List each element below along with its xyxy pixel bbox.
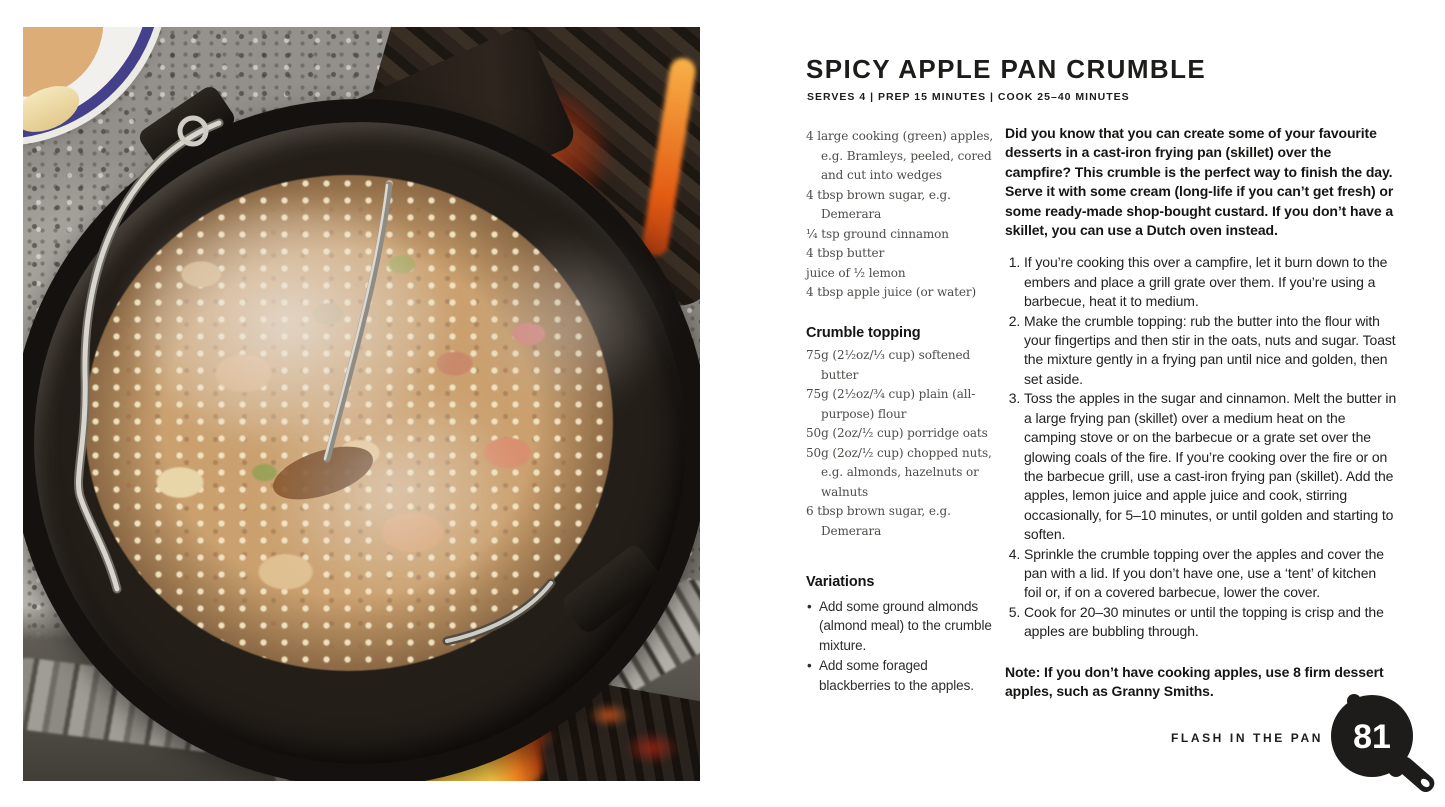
- crumble-topping-heading: Crumble topping: [806, 324, 921, 341]
- variations-section: [806, 573, 994, 695]
- variation-item: • Add some foraged blackberries to the apples.: [806, 656, 994, 695]
- ingredient-item: 75g (2½oz/¾ cup) plain (all-purpose) flour: [806, 387, 976, 421]
- step-item: 4. Sprinkle the crumble topping over the apples and cover the pan with a lid. If you don’t have one, use a ‘tent’ of kitchen foil or, if on a covered barbecue, lower the cover.: [1024, 545, 1397, 603]
- step-item: 5. Cook for 20–30 minutes or until the topping is crisp and the apples are bubbling through.: [1024, 603, 1397, 642]
- wire-handle-and-spoon: [23, 27, 700, 781]
- crumble-ingredients-list: [806, 346, 994, 541]
- ingredients-list: [806, 127, 994, 303]
- ingredient-item: 50g (2oz/½ cup) chopped nuts, e.g. almonds, hazelnuts or walnuts: [806, 445, 992, 499]
- ingredient-item: 75g (2½oz/⅓ cup) softened butter: [806, 348, 971, 382]
- step-item: 2. Make the crumble topping: rub the butter into the flour with your fingertips and then stir in the oats, nuts and sugar. Toast the mixture gently in a frying pan until nice and golden, then set aside.: [1024, 312, 1397, 390]
- ingredient-item: 6 tbsp brown sugar, e.g. Demerara: [806, 504, 951, 538]
- recipe-intro: Did you know that you can create some of your favourite desserts in a cast-iron frying pan (skillet) over the campfire? This crumble is the perfect way to finish the day. Serve it with some cream (long-life if you can’t get fresh) or some ready-made shop-bought custard. If you don’t have a skillet, you can use a Dutch oven instead.: [1005, 125, 1394, 239]
- ingredient-item: 4 large cooking (green) apples, e.g. Bramleys, peeled, cored and cut into wedges: [806, 129, 994, 182]
- recipe-note: Note: If you don’t have cooking apples, use 8 firm dessert apples, such as Granny Smiths.: [1005, 663, 1384, 699]
- recipe-title: SPICY APPLE PAN CRUMBLE: [806, 54, 1207, 84]
- ingredient-item: 4 tbsp apple juice (or water): [806, 285, 977, 299]
- chapter-label: FLASH IN THE PAN: [1170, 731, 1323, 745]
- page-number: 81: [1353, 718, 1391, 756]
- ingredients-column: [806, 127, 994, 695]
- pan-icon: [1324, 691, 1438, 803]
- variations-heading: Variations: [806, 574, 875, 590]
- ingredient-item: juice of ½ lemon: [806, 265, 906, 280]
- method-steps: [1005, 253, 1397, 641]
- ingredient-item: ¼ tsp ground cinnamon: [806, 226, 949, 241]
- step-item: 1. If you’re cooking this over a campfire, let it burn down to the embers and place a grill grate over them. If you’re using a barbecue, heat it to medium.: [1024, 253, 1397, 311]
- ingredient-item: 4 tbsp butter: [806, 246, 885, 260]
- campfire-crumble-photo: [23, 27, 700, 781]
- method-column: [1005, 124, 1397, 701]
- recipe-meta: SERVES 4 | PREP 15 MINUTES | COOK 25–40 MINUTES: [807, 91, 1130, 103]
- ingredient-item: 4 tbsp brown sugar, e.g. Demerara: [806, 187, 951, 221]
- step-item: 3. Toss the apples in the sugar and cinnamon. Melt the butter in a large frying pan (skillet) over a medium heat on the camping stove or on the barbecue or a grate set over the glowing coals of the fire. If you’re cooking over the fire or on the barbecue grill, use a cast-iron frying pan (skillet). Add the apples, lemon juice and apple juice and cook, stirring occasionally, for 5–10 minutes, or until golden and starting to soften.: [1024, 389, 1397, 544]
- ingredient-item: 50g (2oz/½ cup) porridge oats: [806, 426, 988, 440]
- variation-item: • Add some ground almonds (almond meal) to the crumble mixture.: [806, 597, 994, 656]
